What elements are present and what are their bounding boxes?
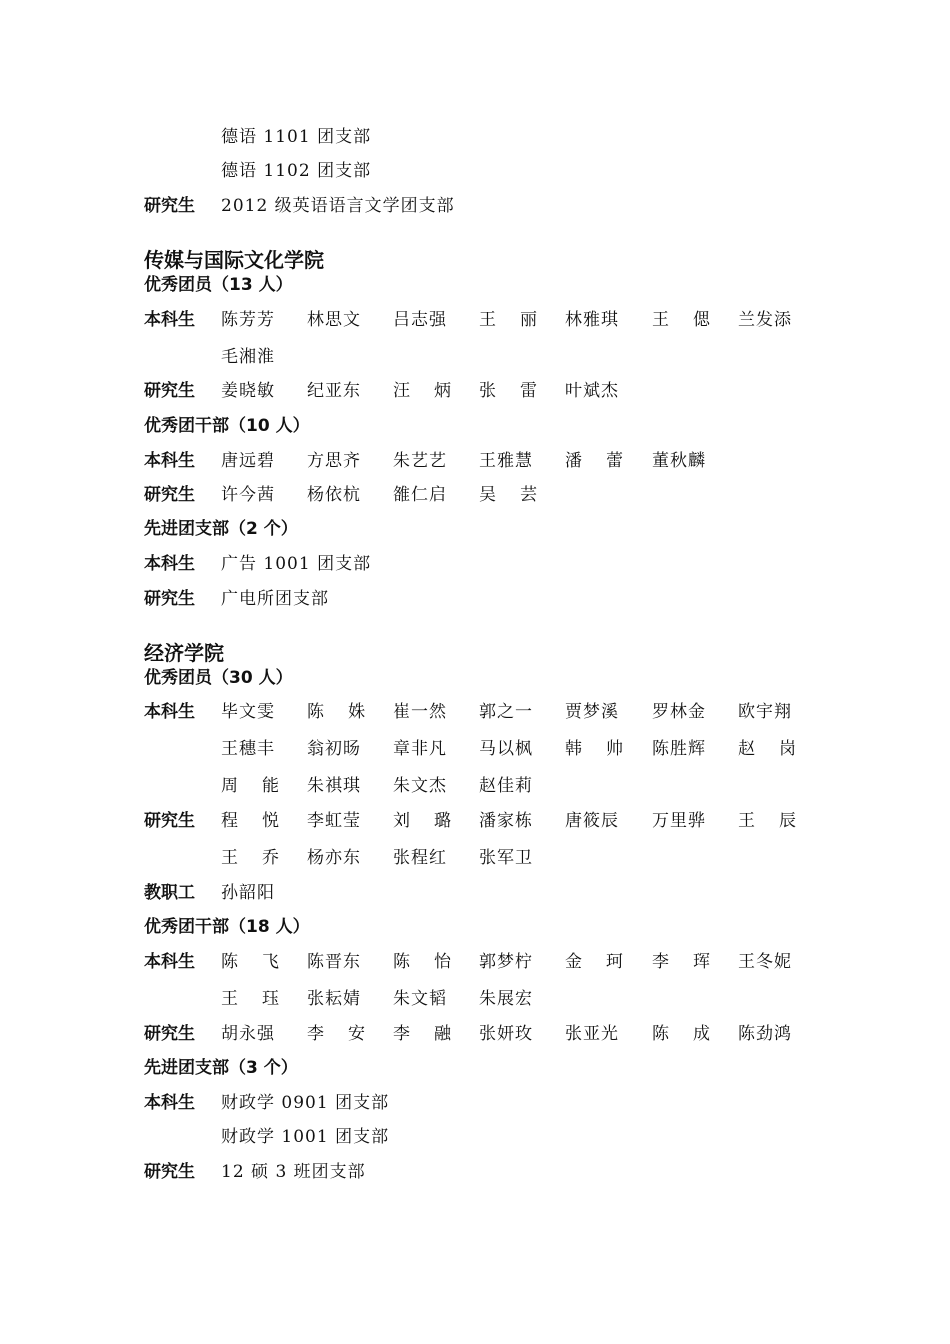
person-name: 周能 (221, 776, 303, 796)
person-name: 陈成 (652, 1024, 734, 1044)
person-name: 章非凡 (393, 739, 447, 759)
person-name: 张妍玫 (479, 1024, 533, 1044)
person-name: 张耘婧 (307, 989, 361, 1009)
person-name: 朱展宏 (479, 989, 533, 1009)
section-heading: 优秀团干部（10 人） (144, 416, 310, 436)
section-heading: 优秀团员（30 人） (144, 668, 293, 688)
category-label: 研究生 (144, 811, 195, 831)
category-label: 本科生 (144, 1093, 195, 1113)
branch-text: 2012 级英语语言文学团支部 (221, 196, 455, 216)
person-name: 董秋麟 (652, 451, 706, 471)
person-name: 王丽 (479, 310, 561, 330)
person-name: 王冬妮 (738, 952, 792, 972)
person-name: 雒仁启 (393, 485, 447, 505)
section-heading: 优秀团员（13 人） (144, 275, 293, 295)
person-name: 林雅琪 (565, 310, 619, 330)
person-name: 毛湘淮 (221, 347, 275, 367)
branch-text: 德语 1101 团支部 (221, 127, 372, 147)
person-name: 朱艺艺 (393, 451, 447, 471)
person-name: 林思文 (307, 310, 361, 330)
college-title: 经济学院 (144, 641, 224, 665)
person-name: 罗林金 (652, 702, 706, 722)
section-heading: 先进团支部（3 个） (144, 1058, 298, 1078)
category-label: 本科生 (144, 451, 195, 471)
category-label: 研究生 (144, 589, 195, 609)
person-name: 赵岗 (738, 739, 820, 759)
person-name: 李虹莹 (307, 811, 361, 831)
person-name: 张雷 (479, 381, 561, 401)
person-name: 杨依杭 (307, 485, 361, 505)
person-name: 潘蕾 (565, 451, 647, 471)
person-name: 陈飞 (221, 952, 303, 972)
category-label: 研究生 (144, 196, 195, 216)
person-name: 兰发添 (738, 310, 792, 330)
person-name: 郭之一 (479, 702, 533, 722)
person-name: 唐远碧 (221, 451, 275, 471)
person-name: 李融 (393, 1024, 475, 1044)
person-name: 崔一然 (393, 702, 447, 722)
person-name: 姜晓敏 (221, 381, 275, 401)
person-name: 朱祺琪 (307, 776, 361, 796)
branch-text: 财政学 0901 团支部 (221, 1093, 390, 1113)
category-label: 研究生 (144, 381, 195, 401)
person-name: 毕文雯 (221, 702, 275, 722)
category-label: 本科生 (144, 702, 195, 722)
category-label: 本科生 (144, 310, 195, 330)
person-name: 韩帅 (565, 739, 647, 759)
person-name: 陈晋东 (307, 952, 361, 972)
person-name: 翁初旸 (307, 739, 361, 759)
branch-text: 财政学 1001 团支部 (221, 1127, 390, 1147)
person-name: 纪亚东 (307, 381, 361, 401)
person-name: 汪炳 (393, 381, 475, 401)
person-name: 陈芳芳 (221, 310, 275, 330)
person-name: 刘璐 (393, 811, 475, 831)
person-name: 郭梦柠 (479, 952, 533, 972)
person-name: 马以枫 (479, 739, 533, 759)
person-name: 张亚光 (565, 1024, 619, 1044)
person-name: 贾梦溪 (565, 702, 619, 722)
section-heading: 先进团支部（2 个） (144, 519, 298, 539)
person-name: 王雅慧 (479, 451, 533, 471)
person-name: 陈胜辉 (652, 739, 706, 759)
person-name: 吴芸 (479, 485, 561, 505)
person-name: 朱文韬 (393, 989, 447, 1009)
person-name: 杨亦东 (307, 848, 361, 868)
category-label: 研究生 (144, 485, 195, 505)
category-label: 研究生 (144, 1024, 195, 1044)
branch-text: 德语 1102 团支部 (221, 161, 372, 181)
person-name: 李安 (307, 1024, 389, 1044)
person-name: 吕志强 (393, 310, 447, 330)
section-heading: 优秀团干部（18 人） (144, 917, 310, 937)
category-label: 教职工 (144, 883, 195, 903)
person-name: 金珂 (565, 952, 647, 972)
person-name: 朱文杰 (393, 776, 447, 796)
person-name: 胡永强 (221, 1024, 275, 1044)
category-label: 研究生 (144, 1162, 195, 1182)
person-name: 潘家栋 (479, 811, 533, 831)
category-label: 本科生 (144, 952, 195, 972)
branch-text: 广电所团支部 (221, 589, 329, 609)
person-name: 叶斌杰 (565, 381, 619, 401)
person-name: 王穗丰 (221, 739, 275, 759)
category-label: 本科生 (144, 554, 195, 574)
person-name: 王辰 (738, 811, 820, 831)
person-name: 张程红 (393, 848, 447, 868)
person-name: 赵佳莉 (479, 776, 533, 796)
branch-text: 广告 1001 团支部 (221, 554, 372, 574)
person-name: 唐筱辰 (565, 811, 619, 831)
person-name: 张军卫 (479, 848, 533, 868)
person-name: 孙韶阳 (221, 883, 275, 903)
person-name: 王乔 (221, 848, 303, 868)
person-name: 程悦 (221, 811, 303, 831)
branch-text: 12 硕 3 班团支部 (221, 1162, 366, 1182)
person-name: 陈怡 (393, 952, 475, 972)
person-name: 方思齐 (307, 451, 361, 471)
person-name: 王偲 (652, 310, 734, 330)
person-name: 王珏 (221, 989, 303, 1009)
person-name: 万里骅 (652, 811, 706, 831)
person-name: 陈姝 (307, 702, 389, 722)
college-title: 传媒与国际文化学院 (144, 248, 324, 272)
person-name: 陈劲鸿 (738, 1024, 792, 1044)
person-name: 欧宇翔 (738, 702, 792, 722)
person-name: 许今茜 (221, 485, 275, 505)
person-name: 李珲 (652, 952, 734, 972)
